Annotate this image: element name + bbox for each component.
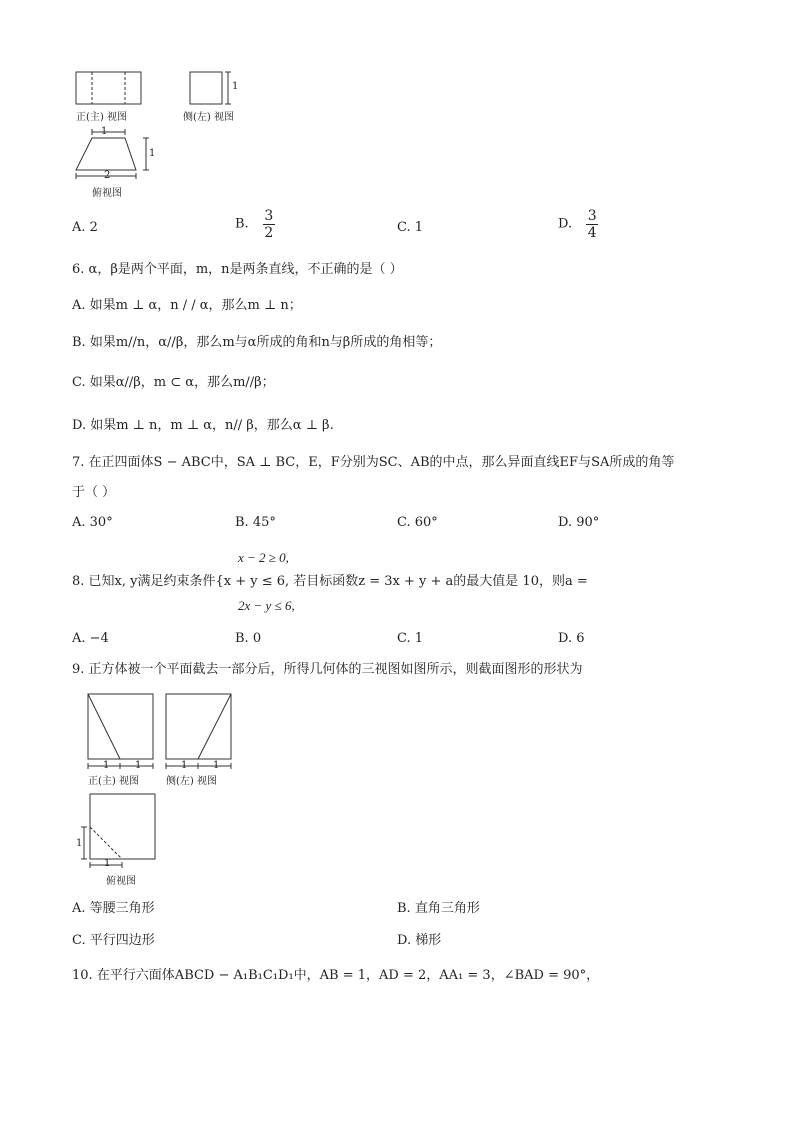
- q5-side-view: [190, 72, 231, 104]
- q5-top-caption: 俯视图: [92, 188, 122, 199]
- q6-option-c: C. 如果α//β，m ⊂ α，那么m//β；: [72, 375, 275, 390]
- q9-front-view: [88, 694, 153, 769]
- q5-top-dim-bottom: 2: [104, 170, 111, 181]
- q9-option-c: C. 平行四边形: [72, 933, 155, 948]
- q9-option-a: A. 等腰三角形: [72, 901, 155, 916]
- q9-front-dim-1: 1: [103, 760, 110, 771]
- q5-side-caption: 侧(左) 视图: [183, 112, 234, 123]
- q5-option-b: B. $\frac{3}{2}$: [235, 208, 274, 241]
- q8-constraint-1: x − 2 ≥ 0,: [238, 550, 289, 565]
- q6-option-d: D. 如果m ⊥ n，m ⊥ α，n// β，那么α ⊥ β.: [72, 418, 334, 433]
- q5-top-dim-top: 1: [101, 126, 108, 137]
- q6-option-b: B. 如果m//n，α//β，那么m与α所成的角和n与β所成的角相等；: [72, 335, 442, 350]
- q8-option-a: A. −4: [72, 631, 109, 646]
- q9-front-caption: 正(主) 视图: [88, 776, 139, 787]
- q9-side-dim-1: 1: [181, 760, 188, 771]
- q6-stem: 6. α，β是两个平面，m，n是两条直线，不正确的是（ ）: [72, 262, 403, 277]
- q9-side-view: [166, 694, 231, 769]
- q7-stem-line1: 7. 在正四面体S − ABC中，SA ⊥ BC，E，F分别为SC、AB的中点，那么异面直线EF与SA所成的角等: [72, 455, 675, 470]
- q7-option-a: A. 30°: [72, 515, 113, 530]
- q10-stem: 10. 在平行六面体ABCD − A₁B₁C₁D₁中，AB = 1，AD = 2，AA₁ = 3，∠BAD = 90°，: [72, 968, 600, 983]
- q7-option-d: D. 90°: [558, 515, 600, 530]
- q7-option-b: B. 45°: [235, 515, 276, 530]
- q5-top-view: [76, 129, 149, 179]
- q9-side-caption: 侧(左) 视图: [166, 776, 217, 787]
- q9-front-dim-2: 1: [135, 760, 142, 771]
- q8-option-d: D. 6: [558, 631, 585, 646]
- q9-top-view: [81, 794, 155, 868]
- q7-stem-line2: 于（ ）: [72, 485, 116, 500]
- q8-option-c: C. 1: [397, 631, 424, 646]
- q5-top-dim-right: 1: [149, 148, 156, 159]
- q5-option-a: A. 2: [72, 220, 98, 235]
- q5-front-view: [76, 72, 141, 104]
- q8-option-b: B. 0: [235, 631, 262, 646]
- q9-stem: 9. 正方体被一个平面截去一部分后，所得几何体的三视图如图所示，则截面图形的形状为: [72, 662, 583, 677]
- q5-option-d: D. $\frac{3}{4}$: [558, 208, 597, 241]
- q9-side-dim-2: 1: [213, 760, 220, 771]
- q7-option-c: C. 60°: [397, 515, 438, 530]
- q5-side-dim: 1: [232, 81, 239, 92]
- q5-option-c: C. 1: [397, 220, 424, 235]
- q9-top-caption: 俯视图: [106, 876, 136, 887]
- q8-stem: 8. 已知x, y满足约束条件{x + y ≤ 6, 若目标函数z = 3x + y + a的最大值是 10，则a =: [72, 574, 588, 589]
- q5-front-caption: 正(主) 视图: [76, 112, 127, 123]
- q9-top-dim-left: 1: [76, 838, 83, 849]
- q8-constraint-3: 2x − y ≤ 6,: [238, 598, 295, 613]
- q9-option-b: B. 直角三角形: [397, 901, 480, 916]
- q9-option-d: D. 梯形: [397, 933, 442, 948]
- q9-top-dim-bottom: 1: [104, 858, 111, 869]
- q6-option-a: A. 如果m ⊥ α，n / / α，那么m ⊥ n；: [72, 298, 302, 313]
